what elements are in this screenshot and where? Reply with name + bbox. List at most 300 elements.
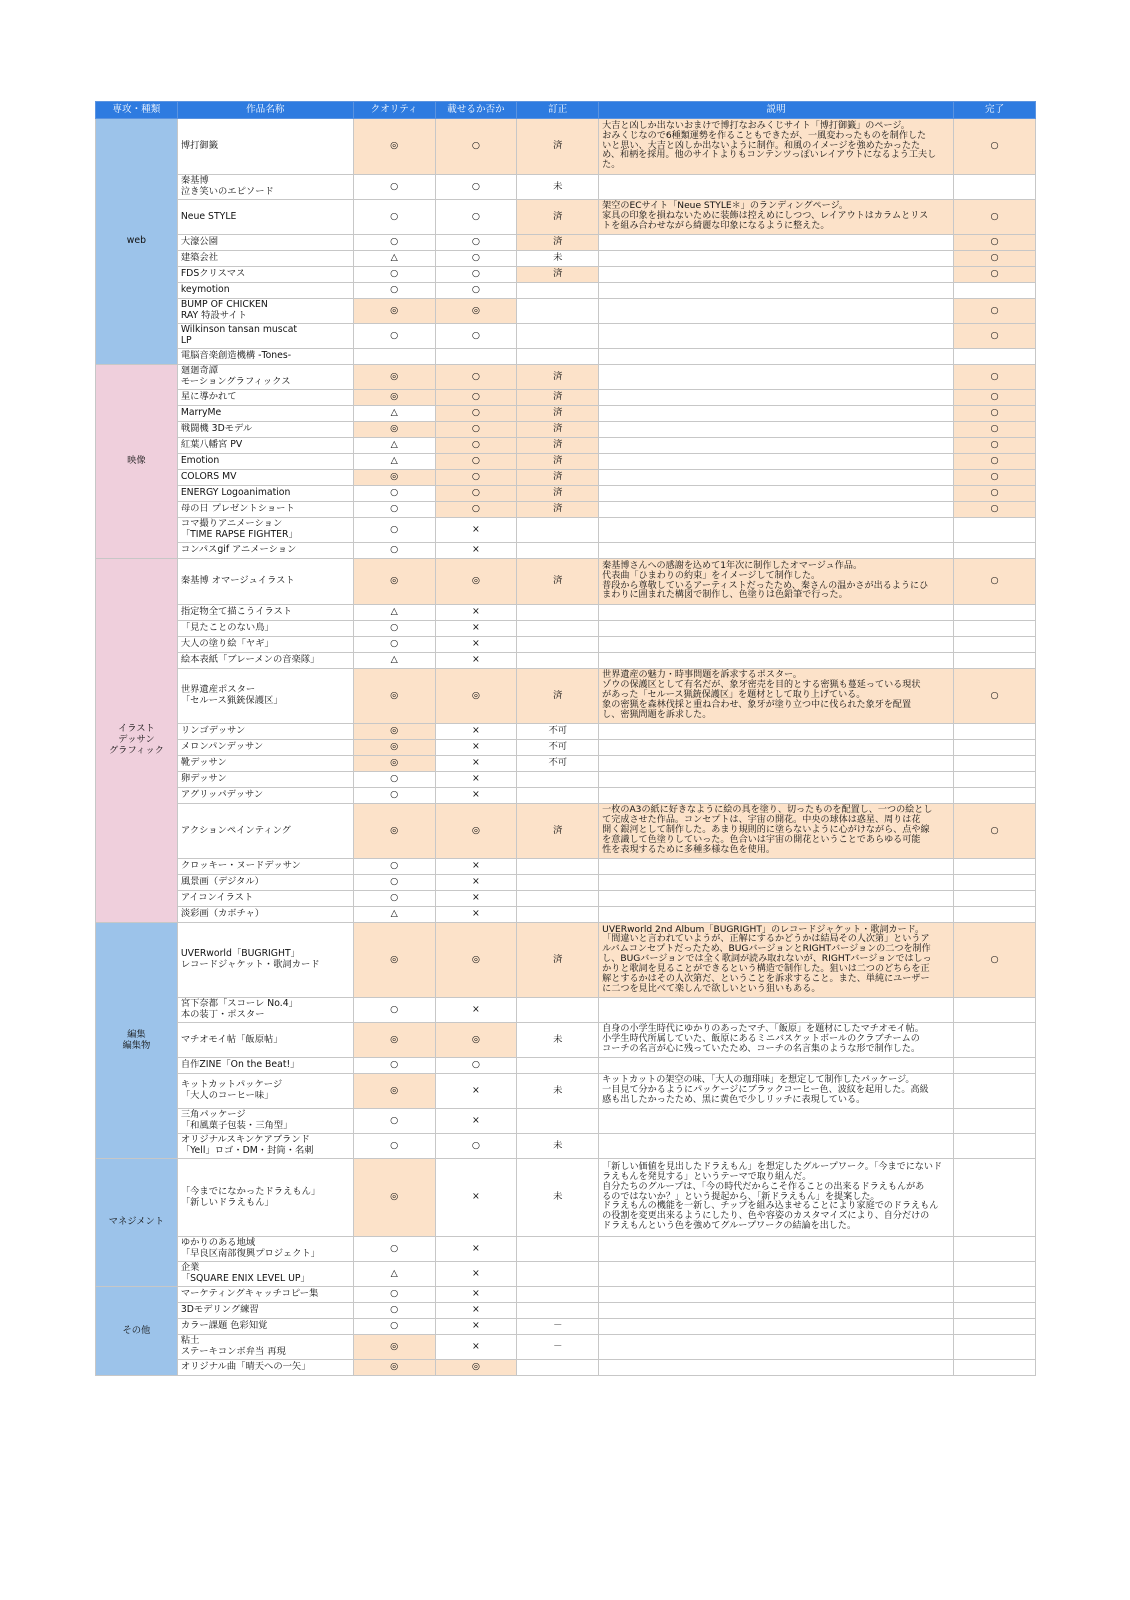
publish-cell[interactable]: ○ xyxy=(435,470,517,486)
quality-cell[interactable]: △ xyxy=(353,251,435,267)
description-cell[interactable] xyxy=(599,724,954,740)
publish-cell[interactable]: ○ xyxy=(435,438,517,454)
done-cell[interactable] xyxy=(954,1074,1036,1109)
correction-cell[interactable] xyxy=(517,891,599,907)
work-name-cell[interactable]: クロッキー・ヌードデッサン xyxy=(177,859,353,875)
publish-cell[interactable]: ○ xyxy=(435,119,517,175)
work-name-cell[interactable]: 紅葉八幡宮 PV xyxy=(177,438,353,454)
work-name-cell[interactable]: 宮下奈都「スコーレ No.4」 本の装丁・ポスター xyxy=(177,998,353,1023)
quality-cell[interactable]: ○ xyxy=(353,875,435,891)
done-cell[interactable]: ○ xyxy=(954,267,1036,283)
description-cell[interactable]: 一枚のA3の紙に好きなように絵の具を塗り、切ったものを配置し、一つの絵とし て完成させた作品。コンセプトは、宇宙の開花。中央の球体は惑星、周りは花 開く銀河として制作した。あまり規則的に塗らないように心がけながら、点や線 を意識して色塗りしていった。色合いは宇宙の開花ということであらゆる可能 性を表現するために多種多様な色を使用。 xyxy=(599,804,954,859)
correction-cell[interactable]: 済 xyxy=(517,267,599,283)
correction-cell[interactable]: 済 xyxy=(517,235,599,251)
work-name-cell[interactable]: オリジナル曲「晴天への一矢」 xyxy=(177,1360,353,1376)
done-cell[interactable] xyxy=(954,1159,1036,1237)
category-cell[interactable]: web xyxy=(96,119,178,365)
work-name-cell[interactable]: 秦基博 オマージュイラスト xyxy=(177,559,353,605)
correction-cell[interactable]: 未 xyxy=(517,1134,599,1159)
description-cell[interactable] xyxy=(599,637,954,653)
work-name-cell[interactable]: UVERworld「BUGRIGHT」 レコードジャケット・歌詞カード xyxy=(177,923,353,998)
quality-cell[interactable]: △ xyxy=(353,438,435,454)
done-cell[interactable]: ○ xyxy=(954,390,1036,406)
description-cell[interactable] xyxy=(599,605,954,621)
publish-cell[interactable]: × xyxy=(435,907,517,923)
description-cell[interactable]: 秦基博さんへの感謝を込めて1年次に制作したオマージュ作品。 代表曲「ひまわりの約束」をイメージして制作した。 普段から尊敬しているアーティストだったため、秦さんの温かさが出るようにひ まわりに囲まれた構図で制作し、色塗りは色鉛筆で行った。 xyxy=(599,559,954,605)
publish-cell[interactable]: × xyxy=(435,653,517,669)
done-cell[interactable]: ○ xyxy=(954,502,1036,518)
work-name-cell[interactable]: リンゴデッサン xyxy=(177,724,353,740)
description-cell[interactable] xyxy=(599,251,954,267)
quality-cell[interactable]: ◎ xyxy=(353,119,435,175)
correction-cell[interactable] xyxy=(517,324,599,349)
quality-cell[interactable]: ○ xyxy=(353,486,435,502)
done-cell[interactable]: ○ xyxy=(954,200,1036,235)
correction-cell[interactable] xyxy=(517,637,599,653)
correction-cell[interactable]: 済 xyxy=(517,486,599,502)
work-name-cell[interactable]: マチオモイ帖「飯原帖」 xyxy=(177,1023,353,1058)
quality-cell[interactable]: ○ xyxy=(353,283,435,299)
correction-cell[interactable]: 未 xyxy=(517,251,599,267)
correction-cell[interactable] xyxy=(517,621,599,637)
correction-cell[interactable] xyxy=(517,299,599,324)
done-cell[interactable] xyxy=(954,859,1036,875)
quality-cell[interactable]: ◎ xyxy=(353,756,435,772)
correction-cell[interactable] xyxy=(517,1109,599,1134)
publish-cell[interactable]: ◎ xyxy=(435,1023,517,1058)
description-cell[interactable] xyxy=(599,454,954,470)
publish-cell[interactable]: ○ xyxy=(435,283,517,299)
correction-cell[interactable]: 済 xyxy=(517,502,599,518)
work-name-cell[interactable]: 企業 「SQUARE ENIX LEVEL UP」 xyxy=(177,1262,353,1287)
description-cell[interactable] xyxy=(599,324,954,349)
quality-cell[interactable]: ◎ xyxy=(353,740,435,756)
description-cell[interactable]: 架空のECサイト「Neue STYLE＊」のランディングページ。 家具の印象を損ねないために装飾は控えめにしつつ、レイアウトはカラムとリス トを組み合わせながら綺麗な印象になるように整えた。 xyxy=(599,200,954,235)
header-quality[interactable]: クオリティ xyxy=(353,102,435,119)
publish-cell[interactable]: ○ xyxy=(435,1058,517,1074)
description-cell[interactable] xyxy=(599,283,954,299)
work-name-cell[interactable]: アクションペインティング xyxy=(177,804,353,859)
description-cell[interactable] xyxy=(599,543,954,559)
work-name-cell[interactable]: 粘土 ステーキコンボ弁当 再現 xyxy=(177,1335,353,1360)
done-cell[interactable]: ○ xyxy=(954,422,1036,438)
publish-cell[interactable]: × xyxy=(435,875,517,891)
work-name-cell[interactable]: 博打御籤 xyxy=(177,119,353,175)
done-cell[interactable] xyxy=(954,543,1036,559)
description-cell[interactable] xyxy=(599,907,954,923)
work-name-cell[interactable]: COLORS MV xyxy=(177,470,353,486)
description-cell[interactable] xyxy=(599,438,954,454)
quality-cell[interactable]: ○ xyxy=(353,1134,435,1159)
quality-cell[interactable]: ○ xyxy=(353,621,435,637)
work-name-cell[interactable]: 風景画（デジタル） xyxy=(177,875,353,891)
publish-cell[interactable]: × xyxy=(435,998,517,1023)
header-correction[interactable]: 訂正 xyxy=(517,102,599,119)
correction-cell[interactable]: － xyxy=(517,1319,599,1335)
publish-cell[interactable]: × xyxy=(435,543,517,559)
description-cell[interactable]: 大吉と凶しか出ないおまけで博打なおみくじサイト「博打御籤」のページ。 おみくじなので6種類運勢を作ることもできたが、一風変わったものを制作した いと思い、大吉と凶しか出ないように制作。和風のイメージを強めたかったた め、和柄を採用。他のサイトよりもコンテンツっぽいレイアウトになるよう工夫し た。 xyxy=(599,119,954,175)
correction-cell[interactable]: 未 xyxy=(517,1074,599,1109)
quality-cell[interactable]: ○ xyxy=(353,235,435,251)
quality-cell[interactable]: ◎ xyxy=(353,804,435,859)
work-name-cell[interactable]: 建築会社 xyxy=(177,251,353,267)
publish-cell[interactable]: ○ xyxy=(435,175,517,200)
work-name-cell[interactable]: ゆかりのある地域 「早良区南部復興プロジェクト」 xyxy=(177,1237,353,1262)
description-cell[interactable] xyxy=(599,1360,954,1376)
publish-cell[interactable]: ◎ xyxy=(435,1360,517,1376)
quality-cell[interactable]: ○ xyxy=(353,891,435,907)
work-name-cell[interactable]: MarryMe xyxy=(177,406,353,422)
correction-cell[interactable]: 不可 xyxy=(517,756,599,772)
publish-cell[interactable]: × xyxy=(435,1287,517,1303)
done-cell[interactable] xyxy=(954,1237,1036,1262)
done-cell[interactable] xyxy=(954,1058,1036,1074)
quality-cell[interactable]: ◎ xyxy=(353,470,435,486)
done-cell[interactable]: ○ xyxy=(954,559,1036,605)
description-cell[interactable] xyxy=(599,740,954,756)
correction-cell[interactable]: － xyxy=(517,1335,599,1360)
work-name-cell[interactable]: 三角パッケージ 「和風菓子包装・三角型」 xyxy=(177,1109,353,1134)
work-name-cell[interactable]: 「見たことのない鳥」 xyxy=(177,621,353,637)
done-cell[interactable]: ○ xyxy=(954,454,1036,470)
done-cell[interactable] xyxy=(954,621,1036,637)
quality-cell[interactable]: ○ xyxy=(353,518,435,543)
quality-cell[interactable]: ○ xyxy=(353,637,435,653)
quality-cell[interactable]: ◎ xyxy=(353,1335,435,1360)
description-cell[interactable] xyxy=(599,1319,954,1335)
done-cell[interactable] xyxy=(954,756,1036,772)
done-cell[interactable]: ○ xyxy=(954,299,1036,324)
header-description[interactable]: 説明 xyxy=(599,102,954,119)
quality-cell[interactable]: ○ xyxy=(353,1287,435,1303)
done-cell[interactable]: ○ xyxy=(954,324,1036,349)
done-cell[interactable] xyxy=(954,724,1036,740)
correction-cell[interactable]: 未 xyxy=(517,1023,599,1058)
work-name-cell[interactable]: 星に導かれて xyxy=(177,390,353,406)
work-name-cell[interactable]: キットカットパッケージ 「大人のコーヒー味」 xyxy=(177,1074,353,1109)
work-name-cell[interactable]: 世界遺産ポスター 「セルース猟銃保護区」 xyxy=(177,669,353,724)
category-cell[interactable]: 映像 xyxy=(96,365,178,559)
done-cell[interactable] xyxy=(954,1335,1036,1360)
description-cell[interactable] xyxy=(599,1058,954,1074)
work-name-cell[interactable]: keymotion xyxy=(177,283,353,299)
done-cell[interactable] xyxy=(954,875,1036,891)
done-cell[interactable] xyxy=(954,1303,1036,1319)
quality-cell[interactable]: △ xyxy=(353,454,435,470)
quality-cell[interactable]: ○ xyxy=(353,1319,435,1335)
work-name-cell[interactable]: 電脳音楽創造機構 -Tones- xyxy=(177,349,353,365)
description-cell[interactable] xyxy=(599,1262,954,1287)
description-cell[interactable] xyxy=(599,406,954,422)
publish-cell[interactable]: × xyxy=(435,788,517,804)
publish-cell[interactable]: × xyxy=(435,859,517,875)
description-cell[interactable] xyxy=(599,1134,954,1159)
publish-cell[interactable]: ◎ xyxy=(435,669,517,724)
quality-cell[interactable]: ○ xyxy=(353,772,435,788)
correction-cell[interactable] xyxy=(517,907,599,923)
done-cell[interactable]: ○ xyxy=(954,365,1036,390)
done-cell[interactable]: ○ xyxy=(954,406,1036,422)
work-name-cell[interactable]: アグリッパデッサン xyxy=(177,788,353,804)
publish-cell[interactable]: ◎ xyxy=(435,923,517,998)
publish-cell[interactable]: ◎ xyxy=(435,559,517,605)
correction-cell[interactable] xyxy=(517,283,599,299)
work-name-cell[interactable]: FDSクリスマス xyxy=(177,267,353,283)
quality-cell[interactable]: ○ xyxy=(353,1237,435,1262)
correction-cell[interactable]: 済 xyxy=(517,200,599,235)
publish-cell[interactable]: ○ xyxy=(435,454,517,470)
header-done[interactable]: 完了 xyxy=(954,102,1036,119)
description-cell[interactable] xyxy=(599,422,954,438)
publish-cell[interactable]: ○ xyxy=(435,324,517,349)
publish-cell[interactable]: ○ xyxy=(435,251,517,267)
work-name-cell[interactable]: メロンパンデッサン xyxy=(177,740,353,756)
description-cell[interactable] xyxy=(599,299,954,324)
description-cell[interactable] xyxy=(599,235,954,251)
correction-cell[interactable]: 済 xyxy=(517,406,599,422)
quality-cell[interactable]: ○ xyxy=(353,1303,435,1319)
work-name-cell[interactable]: 大人の塗り絵「ヤギ」 xyxy=(177,637,353,653)
publish-cell[interactable] xyxy=(435,349,517,365)
publish-cell[interactable]: × xyxy=(435,1303,517,1319)
quality-cell[interactable]: ◎ xyxy=(353,1159,435,1237)
correction-cell[interactable]: 済 xyxy=(517,923,599,998)
work-name-cell[interactable]: 母の日 プレゼントショート xyxy=(177,502,353,518)
correction-cell[interactable]: 不可 xyxy=(517,724,599,740)
correction-cell[interactable] xyxy=(517,998,599,1023)
work-name-cell[interactable]: 絵本表紙「ブレーメンの音楽隊」 xyxy=(177,653,353,669)
done-cell[interactable] xyxy=(954,1023,1036,1058)
quality-cell[interactable]: ○ xyxy=(353,1058,435,1074)
done-cell[interactable]: ○ xyxy=(954,438,1036,454)
quality-cell[interactable]: ◎ xyxy=(353,299,435,324)
done-cell[interactable] xyxy=(954,283,1036,299)
done-cell[interactable] xyxy=(954,349,1036,365)
description-cell[interactable] xyxy=(599,788,954,804)
correction-cell[interactable]: 済 xyxy=(517,454,599,470)
correction-cell[interactable] xyxy=(517,859,599,875)
publish-cell[interactable]: × xyxy=(435,724,517,740)
quality-cell[interactable]: ◎ xyxy=(353,365,435,390)
quality-cell[interactable]: ◎ xyxy=(353,669,435,724)
correction-cell[interactable] xyxy=(517,1237,599,1262)
description-cell[interactable] xyxy=(599,518,954,543)
correction-cell[interactable]: 済 xyxy=(517,669,599,724)
done-cell[interactable]: ○ xyxy=(954,251,1036,267)
correction-cell[interactable]: 未 xyxy=(517,175,599,200)
quality-cell[interactable]: △ xyxy=(353,1262,435,1287)
done-cell[interactable] xyxy=(954,605,1036,621)
description-cell[interactable] xyxy=(599,621,954,637)
work-name-cell[interactable]: コンパスgif アニメーション xyxy=(177,543,353,559)
work-name-cell[interactable]: 3Dモデリング練習 xyxy=(177,1303,353,1319)
done-cell[interactable] xyxy=(954,1360,1036,1376)
work-name-cell[interactable]: 戦闘機 3Dモデル xyxy=(177,422,353,438)
publish-cell[interactable]: × xyxy=(435,740,517,756)
category-cell[interactable]: マネジメント xyxy=(96,1159,178,1287)
work-name-cell[interactable]: 淡彩画（カボチャ） xyxy=(177,907,353,923)
description-cell[interactable] xyxy=(599,390,954,406)
done-cell[interactable] xyxy=(954,907,1036,923)
description-cell[interactable] xyxy=(599,891,954,907)
correction-cell[interactable] xyxy=(517,788,599,804)
correction-cell[interactable]: 済 xyxy=(517,804,599,859)
description-cell[interactable] xyxy=(599,365,954,390)
work-name-cell[interactable]: 「今までになかったドラえもん」 「新しいドラえもん」 xyxy=(177,1159,353,1237)
correction-cell[interactable]: 済 xyxy=(517,470,599,486)
done-cell[interactable]: ○ xyxy=(954,470,1036,486)
quality-cell[interactable]: △ xyxy=(353,605,435,621)
quality-cell[interactable]: ○ xyxy=(353,267,435,283)
correction-cell[interactable] xyxy=(517,772,599,788)
work-name-cell[interactable]: 指定物全て描こうイラスト xyxy=(177,605,353,621)
quality-cell[interactable]: ◎ xyxy=(353,1360,435,1376)
work-name-cell[interactable]: カラー課題 色彩知覚 xyxy=(177,1319,353,1335)
done-cell[interactable]: ○ xyxy=(954,669,1036,724)
done-cell[interactable] xyxy=(954,1319,1036,1335)
description-cell[interactable]: 自身の小学生時代にゆかりのあったマチ、「飯原」を題材にしたマチオモイ帖。 小学生時代所属していた、飯原にあるミニバスケットボールのクラブチームの コーチの名言が心に残っていたため、コーチの名言集のような形で制作した。 xyxy=(599,1023,954,1058)
publish-cell[interactable]: ◎ xyxy=(435,299,517,324)
work-name-cell[interactable]: Wilkinson tansan muscat LP xyxy=(177,324,353,349)
correction-cell[interactable]: 未 xyxy=(517,1159,599,1237)
work-name-cell[interactable]: コマ撮りアニメーション 「TIME RAPSE FIGHTER」 xyxy=(177,518,353,543)
work-name-cell[interactable]: アイコンイラスト xyxy=(177,891,353,907)
publish-cell[interactable]: ◎ xyxy=(435,804,517,859)
publish-cell[interactable]: × xyxy=(435,891,517,907)
correction-cell[interactable] xyxy=(517,875,599,891)
quality-cell[interactable]: ◎ xyxy=(353,422,435,438)
description-cell[interactable]: UVERworld 2nd Album「BUGRIGHT」のレコードジャケット・歌詞カード。 「間違いと言われていようが、正解にするかどうかは結局その人次第」というア ルバムコンセプトだったため、BUGバージョンとRIGHTバージョンの二つを制作 し、BUGバージョンでは全く歌詞が読み取れないが、RIGHTバージョンではしっ かりと歌詞を見ることができるという構造で制作した。狙いは二つのどちらを正 解とするかはその人次第だ、ということを訴求すること。また、単純にユーザー に二つを見比べて楽しんで欲しいという狙いもある。 xyxy=(599,923,954,998)
description-cell[interactable]: 「新しい価値を見出したドラえもん」を想定したグループワーク。「今までにないド ラえもんを発見する」というテーマで取り組んだ。 自分たちのグループは、「今の時代だからこそ作ることの出来るドラえもんがあ るのではないか？」という提起から、「新ドラえもん」を提案した。 ドラえもんの機能を一新し、チップを組み込ませることにより家庭でのドラえもん の役割を変更出来るようにしたり、色や容姿のカスタマイズにより、自分だけの ドラえもんという色を強めてグループワークの結論を出した。 xyxy=(599,1159,954,1237)
work-name-cell[interactable]: 秦基博 泣き笑いのエピソード xyxy=(177,175,353,200)
header-category[interactable]: 専攻・種類 xyxy=(96,102,178,119)
publish-cell[interactable]: ○ xyxy=(435,406,517,422)
description-cell[interactable] xyxy=(599,859,954,875)
description-cell[interactable] xyxy=(599,998,954,1023)
description-cell[interactable] xyxy=(599,772,954,788)
publish-cell[interactable]: ○ xyxy=(435,390,517,406)
quality-cell[interactable]: ◎ xyxy=(353,724,435,740)
done-cell[interactable] xyxy=(954,1287,1036,1303)
description-cell[interactable] xyxy=(599,1287,954,1303)
quality-cell[interactable]: ○ xyxy=(353,788,435,804)
correction-cell[interactable] xyxy=(517,1303,599,1319)
work-name-cell[interactable]: ENERGY Logoanimation xyxy=(177,486,353,502)
description-cell[interactable] xyxy=(599,486,954,502)
publish-cell[interactable]: ○ xyxy=(435,1134,517,1159)
publish-cell[interactable]: × xyxy=(435,1319,517,1335)
correction-cell[interactable]: 済 xyxy=(517,438,599,454)
publish-cell[interactable]: ○ xyxy=(435,502,517,518)
correction-cell[interactable]: 済 xyxy=(517,422,599,438)
description-cell[interactable] xyxy=(599,1335,954,1360)
publish-cell[interactable]: ○ xyxy=(435,267,517,283)
correction-cell[interactable] xyxy=(517,1262,599,1287)
quality-cell[interactable]: △ xyxy=(353,907,435,923)
correction-cell[interactable] xyxy=(517,543,599,559)
done-cell[interactable]: ○ xyxy=(954,804,1036,859)
quality-cell[interactable]: △ xyxy=(353,653,435,669)
description-cell[interactable]: 世界遺産の魅力・時事問題を訴求するポスター。 ゾウの保護区として有名だが、象牙密売を目的とする密猟も蔓延っている現状 があった「セルース猟銃保護区」を題材として取り上げている。 象の密猟を森林伐採と重ね合わせ、象牙が塗り立つ中に伐られた象牙を配置 し、密猟問題を訴求した。 xyxy=(599,669,954,724)
work-name-cell[interactable]: マーケティングキャッチコピー集 xyxy=(177,1287,353,1303)
description-cell[interactable] xyxy=(599,875,954,891)
quality-cell[interactable]: ◎ xyxy=(353,390,435,406)
done-cell[interactable] xyxy=(954,740,1036,756)
publish-cell[interactable]: × xyxy=(435,772,517,788)
correction-cell[interactable]: 済 xyxy=(517,119,599,175)
publish-cell[interactable]: × xyxy=(435,1335,517,1360)
category-cell[interactable]: その他 xyxy=(96,1287,178,1376)
done-cell[interactable] xyxy=(954,1262,1036,1287)
publish-cell[interactable]: ○ xyxy=(435,486,517,502)
quality-cell[interactable]: ○ xyxy=(353,175,435,200)
done-cell[interactable]: ○ xyxy=(954,119,1036,175)
description-cell[interactable] xyxy=(599,470,954,486)
done-cell[interactable]: ○ xyxy=(954,486,1036,502)
work-name-cell[interactable]: 自作ZINE「On the Beat!」 xyxy=(177,1058,353,1074)
quality-cell[interactable]: ◎ xyxy=(353,559,435,605)
publish-cell[interactable]: × xyxy=(435,1109,517,1134)
correction-cell[interactable] xyxy=(517,605,599,621)
description-cell[interactable] xyxy=(599,502,954,518)
quality-cell[interactable]: ○ xyxy=(353,1109,435,1134)
done-cell[interactable] xyxy=(954,1134,1036,1159)
done-cell[interactable] xyxy=(954,998,1036,1023)
correction-cell[interactable] xyxy=(517,1058,599,1074)
quality-cell[interactable]: ○ xyxy=(353,502,435,518)
category-cell[interactable]: 編集 編集物 xyxy=(96,923,178,1159)
quality-cell[interactable]: △ xyxy=(353,406,435,422)
correction-cell[interactable] xyxy=(517,349,599,365)
description-cell[interactable] xyxy=(599,267,954,283)
quality-cell[interactable]: ○ xyxy=(353,324,435,349)
done-cell[interactable] xyxy=(954,637,1036,653)
done-cell[interactable] xyxy=(954,1109,1036,1134)
done-cell[interactable] xyxy=(954,518,1036,543)
correction-cell[interactable] xyxy=(517,653,599,669)
quality-cell[interactable]: ◎ xyxy=(353,1023,435,1058)
work-name-cell[interactable]: 大濠公園 xyxy=(177,235,353,251)
done-cell[interactable]: ○ xyxy=(954,923,1036,998)
correction-cell[interactable] xyxy=(517,1287,599,1303)
publish-cell[interactable]: × xyxy=(435,518,517,543)
publish-cell[interactable]: × xyxy=(435,1237,517,1262)
correction-cell[interactable] xyxy=(517,518,599,543)
category-cell[interactable]: イラスト デッサン グラフィック xyxy=(96,559,178,923)
description-cell[interactable] xyxy=(599,1237,954,1262)
publish-cell[interactable]: ○ xyxy=(435,200,517,235)
quality-cell[interactable]: ○ xyxy=(353,543,435,559)
description-cell[interactable] xyxy=(599,1303,954,1319)
description-cell[interactable] xyxy=(599,653,954,669)
description-cell[interactable]: キットカットの架空の味、「大人の珈琲味」を想定して制作したパッケージ。 一目見て分かるようにパッケージにブラックコーヒー色、波紋を起用した。高級 感も出したかったため、黒に黄色で少しリッチに表現している。 xyxy=(599,1074,954,1109)
work-name-cell[interactable]: 卵デッサン xyxy=(177,772,353,788)
header-work-name[interactable]: 作品名称 xyxy=(177,102,353,119)
publish-cell[interactable]: × xyxy=(435,756,517,772)
description-cell[interactable] xyxy=(599,349,954,365)
correction-cell[interactable] xyxy=(517,1360,599,1376)
work-name-cell[interactable]: オリジナルスキンケアブランド 「Yell」ロゴ・DM・封筒・名刺 xyxy=(177,1134,353,1159)
publish-cell[interactable]: ○ xyxy=(435,365,517,390)
publish-cell[interactable]: × xyxy=(435,621,517,637)
work-name-cell[interactable]: 靴デッサン xyxy=(177,756,353,772)
publish-cell[interactable]: × xyxy=(435,1074,517,1109)
publish-cell[interactable]: ○ xyxy=(435,422,517,438)
description-cell[interactable] xyxy=(599,175,954,200)
done-cell[interactable] xyxy=(954,891,1036,907)
work-name-cell[interactable]: 廻廻奇譚 モーショングラフィックス xyxy=(177,365,353,390)
correction-cell[interactable]: 済 xyxy=(517,365,599,390)
